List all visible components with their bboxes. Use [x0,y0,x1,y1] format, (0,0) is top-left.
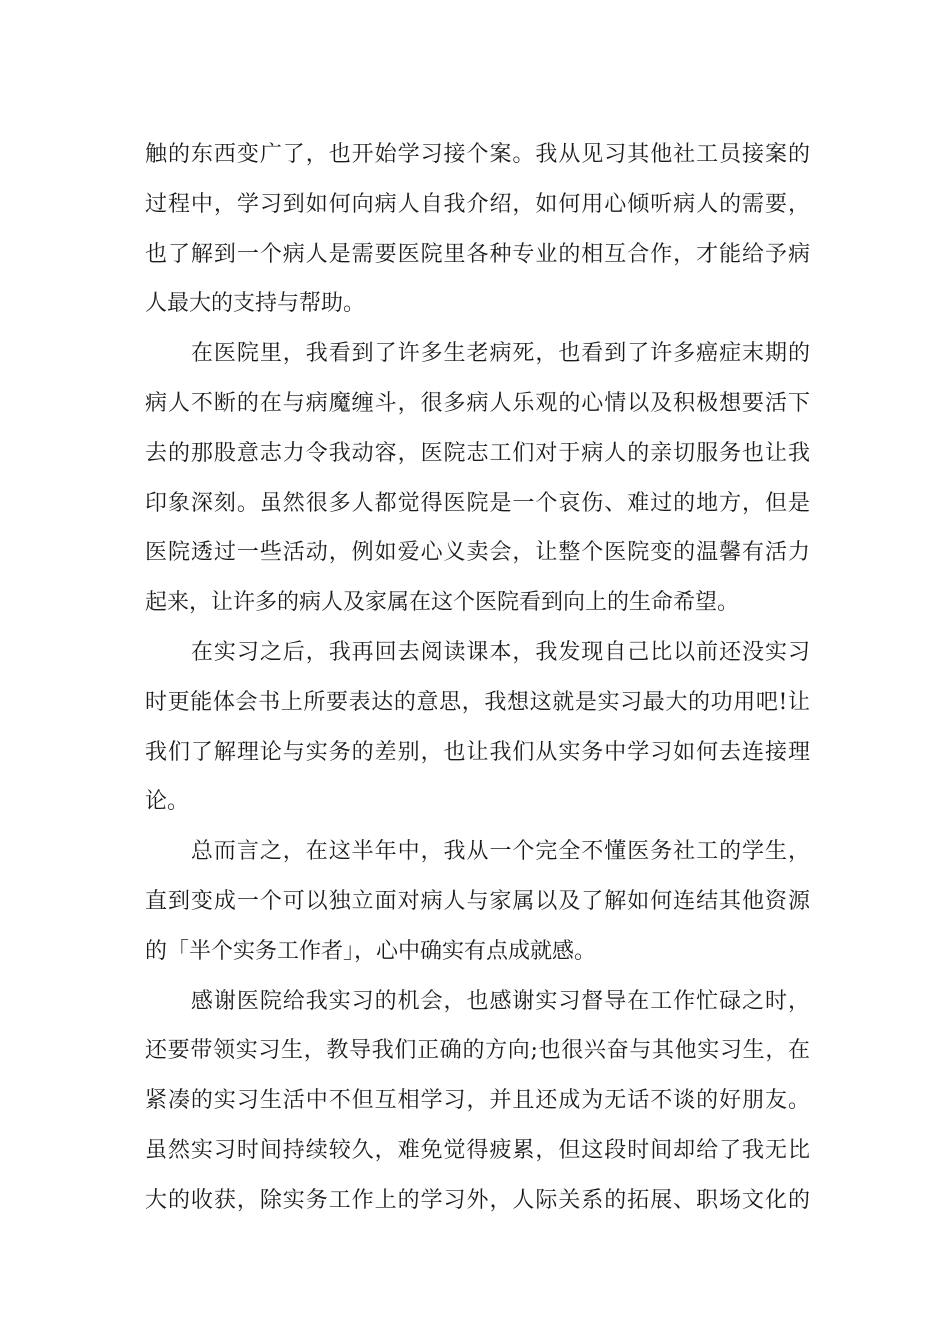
text-line: 虽然实习时间持续较久，难免觉得疲累，但这段时间却给了我无比 [145,1137,810,1163]
text-line: 印象深刻。虽然很多人都觉得医院是一个哀伤、难过的地方，但是 [145,490,810,516]
text-line: 的「半个实务工作者」，心中确实有点成就感。 [145,938,597,964]
text-line: 紧凑的实习生活中不但互相学习，并且还成为无话不谈的好朋友。 [145,1088,810,1114]
text-line: 时更能体会书上所要表达的意思，我想这就是实习最大的功用吧!让 [145,689,810,715]
text-line: 直到变成一个可以独立面对病人与家属以及了解如何连结其他资源 [145,888,810,914]
text-line: 病人不断的在与病魔缠斗，很多病人乐观的心情以及积极想要活下 [145,390,810,416]
text-line: 总而言之，在这半年中，我从一个完全不懂医务社工的学生， [145,839,810,865]
text-line: 大的收获，除实务工作上的学习外，人际关系的拓展、职场文化的 [145,1187,810,1213]
paragraph-3 [145,628,810,827]
paragraph-4 [145,827,810,976]
paragraph-1 [145,130,810,329]
paragraph-5 [145,977,810,1226]
text-line: 去的那股意志力令我动容，医院志工们对于病人的亲切服务也让我 [145,440,810,466]
text-line: 在实习之后，我再回去阅读课本，我发现自己比以前还没实习 [145,639,810,665]
document-body [145,130,810,1226]
text-line: 人最大的支持与帮助。 [145,291,366,317]
text-line: 还要带领实习生，教导我们正确的方向;也很兴奋与其他实习生，在 [145,1038,810,1064]
text-line: 感谢医院给我实习的机会，也感谢实习督导在工作忙碌之时， [145,988,810,1014]
text-line: 触的东西变广了，也开始学习接个案。我从见习其他社工员接案的 [145,142,810,167]
text-line: 论。 [145,789,190,815]
text-line: 也了解到一个病人是需要医院里各种专业的相互合作，才能给予病 [145,241,810,267]
text-line: 医院透过一些活动，例如爱心义卖会，让整个医院变的温馨有活力 [145,540,810,566]
paragraph-2 [145,329,810,628]
text-line: 我们了解理论与实务的差别，也让我们从实务中学习如何去连接理 [145,739,810,765]
text-line: 过程中，学习到如何向病人自我介绍，如何用心倾听病人的需要， [145,191,810,217]
text-line: 在医院里，我看到了许多生老病死，也看到了许多癌症末期的 [145,341,810,367]
text-line: 起来，让许多的病人及家属在这个医院看到向上的生命希望。 [145,590,740,616]
